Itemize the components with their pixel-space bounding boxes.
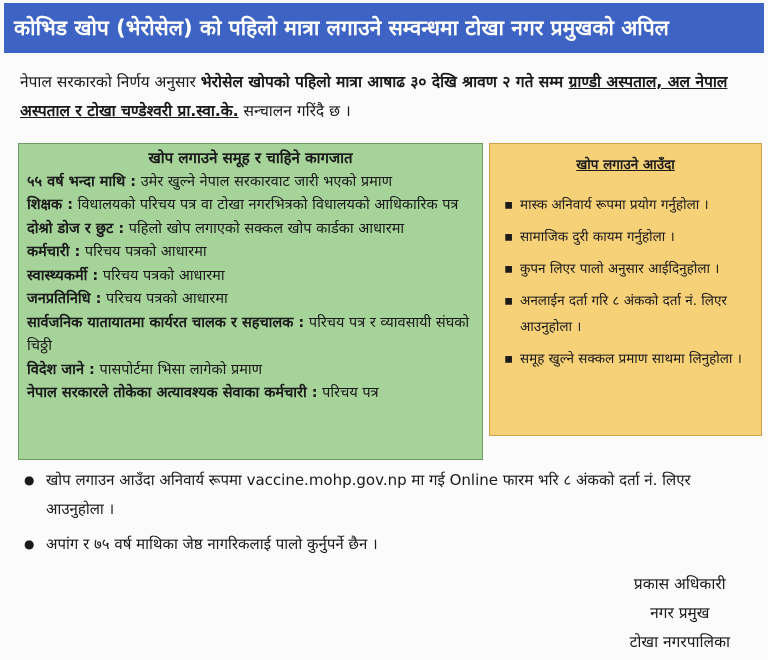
intro-paragraph	[20, 68, 750, 126]
group-row	[27, 288, 474, 312]
instruction-item: ▪ अनलाईन दर्ता गरि ८ अंकको दर्ता नं. लिएर आउनुहोला ।	[520, 288, 751, 340]
group-label: स्वास्थ्यकर्मी :	[27, 267, 99, 284]
group-label: शिक्षक :	[27, 197, 73, 213]
group-row	[27, 241, 474, 265]
intro-bold-text: भेरोसेल खोपको पहिलो मात्रा आषाढ ३० देखि श्रावण २ गते सम्म	[200, 73, 569, 91]
notes-list	[18, 466, 753, 559]
signatory-office: टोखा नगरपालिका	[629, 633, 730, 651]
instruction-item: ▪ सामाजिक दुरी कायम गर्नुहोला ।	[520, 224, 751, 250]
intro-text-1: नेपाल सरकारको निर्णय अनुसार	[20, 73, 201, 91]
group-label: विदेश जाने :	[27, 361, 95, 378]
instructions-box	[489, 143, 762, 436]
group-label: कर्मचारी :	[27, 244, 81, 260]
instructions-title: खोप लगाउने आउँदा	[576, 157, 675, 173]
group-doc: पासपोर्टमा भिसा लागेको प्रमाण	[94, 361, 263, 378]
note-item: ● अपांग र ७५ वर्ष माथिका जेष्ठ नागरिकलाई पालो कुर्नुपर्ने छैन ।	[46, 530, 753, 559]
group-doc: विधालयको परिचय पत्र वा टोखा नगरभित्रको विधालयको आधिकारिक पत्र	[73, 197, 459, 213]
instruction-item: ▪ कुपन लिएर पालो अनुसार आईदिनुहोला ।	[520, 256, 751, 282]
signatory-name: प्रकास अधिकारी	[633, 575, 726, 593]
group-doc: पहिलो खोप लगाएको सक्कल खोप कार्डका आधारमा	[124, 220, 405, 237]
notice-title: कोभिड खोप (भेरोसेल) को पहिलो मात्रा लगाउने सम्वन्धमा टोखा नगर प्रमुखको अपिल	[4, 3, 764, 53]
group-row	[27, 359, 474, 383]
group-doc: परिचय पत्रको आधारमा	[101, 291, 228, 307]
group-doc: परिचय पत्र	[317, 385, 379, 401]
group-label: सार्वजनिक यातायातमा कार्यरत चालक र सहचालक :	[27, 314, 305, 331]
signature-block	[630, 570, 730, 657]
group-label: दोश्रो डोज र छुट :	[27, 220, 125, 237]
note-item: ● खोप लगाउन आउँदा अनिवार्य रूपमा vaccine.mohp.gov.np मा गई Online फारम भरि ८ अंकको दर्ता नं. लिएर आउनुहोला ।	[46, 466, 753, 524]
group-doc: परिचय पत्रको आधारमा	[98, 267, 225, 284]
group-row	[27, 265, 474, 289]
eligible-groups-title: खोप लगाउने समूह र चाहिने कागजात	[148, 149, 353, 167]
group-label: ५५ वर्ष भन्दा माथि :	[27, 173, 137, 190]
group-row	[27, 171, 474, 195]
group-doc: परिचय पत्रको आधारमा	[80, 244, 207, 260]
group-row	[27, 218, 474, 242]
group-label: नेपाल सरकारले तोकेका अत्यावश्यक सेवाका कर्मचारी :	[27, 385, 318, 401]
notes-section	[18, 466, 753, 565]
group-row	[27, 312, 474, 359]
instruction-item: ▪ समूह खुल्ने सक्कल प्रमाण साथमा लिनुहोला ।	[520, 346, 751, 372]
group-label: जनप्रतिनिधि :	[27, 291, 102, 307]
intro-hospitals: ग्राण्डी अस्पताल, अल नेपाल अस्पताल र टोखा चण्डेश्वरी प्रा.स्वा.के.	[20, 73, 728, 120]
group-row	[27, 194, 474, 218]
instructions-list	[500, 192, 751, 372]
intro-text-2: सन्चालन गरिंदै छ ।	[238, 102, 351, 120]
group-doc: उमेर खुल्ने नेपाल सरकारवाट जारी भएको प्रमाण	[136, 173, 393, 190]
signatory-position: नगर प्रमुख	[650, 604, 710, 622]
eligible-groups-box	[18, 143, 483, 460]
group-doc: परिचय पत्र र व्यावसायी संघको चिठ्ठी	[27, 314, 470, 354]
group-row	[27, 382, 474, 406]
instruction-item: ▪ मास्क अनिवार्य रूपमा प्रयोग गर्नुहोला ।	[520, 192, 751, 218]
